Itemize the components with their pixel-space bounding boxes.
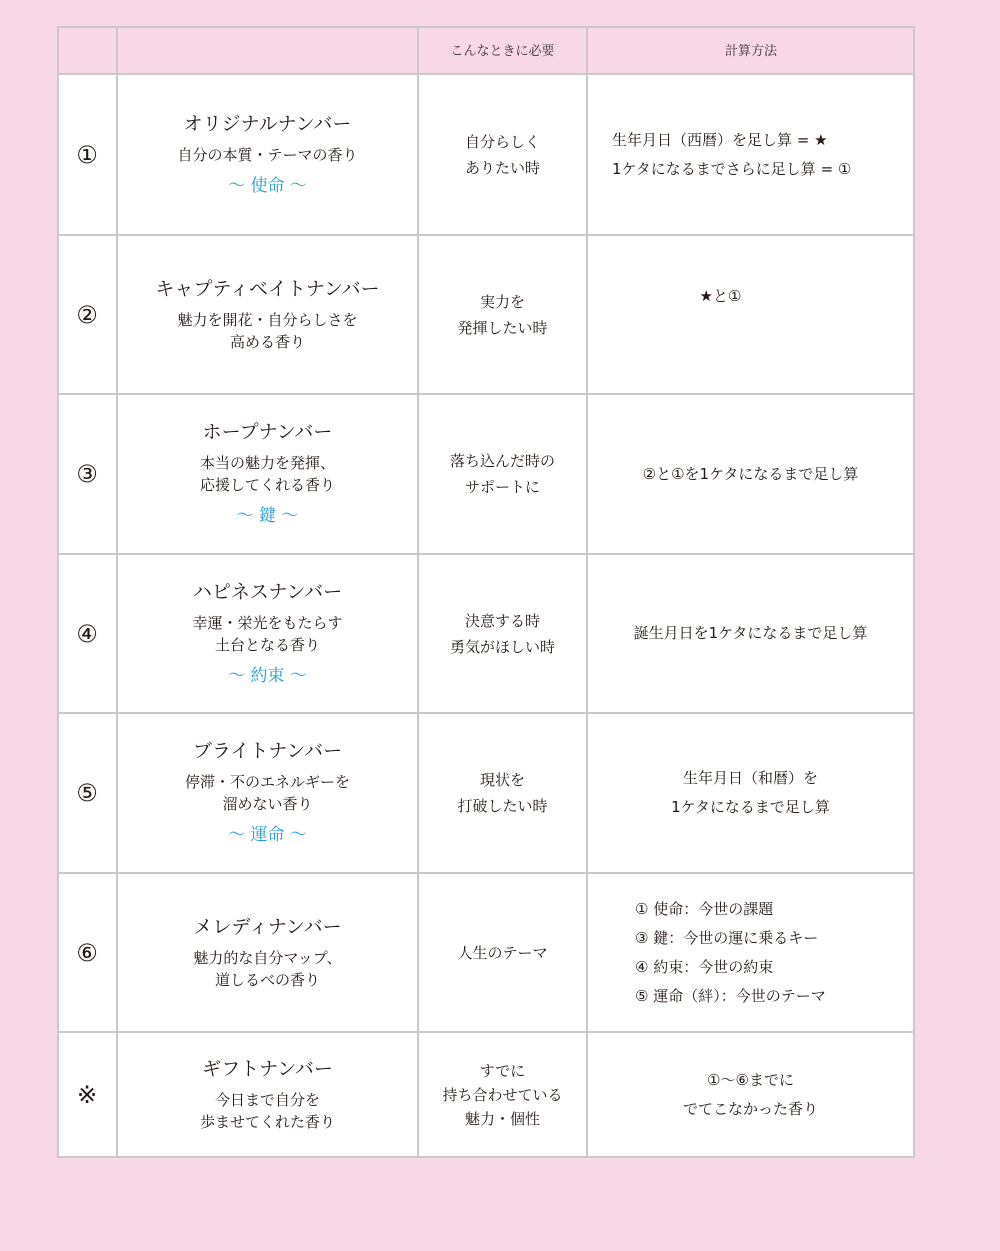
calc-line: ④ 約束：今世の約束 — [635, 957, 774, 976]
number-description: 土台となる香り — [214, 635, 320, 654]
row-number: ③ — [76, 460, 98, 488]
when-cell — [419, 555, 586, 712]
number-description: 停滞・不のエネルギーを — [184, 773, 350, 791]
number-description: 魅力を開花・自分らしさを — [177, 310, 358, 329]
when-line: すでに — [479, 1061, 526, 1080]
calc-line: 誕生月日を1ケタになるまで足し算 — [633, 624, 868, 642]
row-number: ※ — [76, 1080, 98, 1109]
number-description: 魅力的な自分マップ、 — [193, 948, 342, 967]
calc-cell — [588, 75, 913, 234]
calc-line: ①～⑥までに — [707, 1070, 794, 1089]
number-title: ハピネスナンバー — [192, 580, 343, 603]
number-title: メレディナンバー — [193, 915, 342, 938]
number-name-cell — [118, 874, 417, 1031]
calc-cell — [588, 1033, 913, 1156]
when-line: 勇気がほしい時 — [449, 637, 555, 656]
number-title: ギフトナンバー — [202, 1057, 333, 1080]
when-line: 人生のテーマ — [457, 943, 548, 962]
calc-cell — [588, 395, 913, 553]
when-cell — [419, 714, 586, 872]
number-keyword: ～ 運命 ～ — [228, 825, 307, 845]
calc-line: 生年月日（西暦）を足し算 = ★ — [612, 130, 828, 149]
calc-line: ★と① — [699, 287, 742, 305]
number-description: 本当の魅力を発揮、 — [199, 454, 335, 472]
when-cell — [419, 1033, 586, 1156]
number-name-cell — [118, 75, 417, 234]
when-cell — [419, 874, 586, 1031]
when-line: サポートに — [464, 478, 540, 496]
number-title: キャプティベイトナンバー — [155, 277, 380, 300]
calc-line: ②と①を1ケタになるまで足し算 — [642, 464, 859, 483]
calc-line: ① 使命：今世の課題 — [635, 899, 774, 918]
when-line: 自分らしく — [464, 132, 540, 151]
number-title: ブライトナンバー — [192, 740, 343, 762]
when-cell — [419, 236, 586, 393]
when-line: 決意する時 — [464, 611, 540, 630]
number-table — [57, 26, 915, 1158]
header-when: こんなときに必要 — [450, 44, 555, 59]
calc-line: 1ケタになるまでさらに足し算 = ① — [612, 159, 852, 178]
when-line: 魅力・個性 — [464, 1109, 540, 1128]
number-description: 幸運・栄光をもたらす — [192, 613, 343, 632]
when-cell — [419, 395, 586, 553]
number-name-cell — [118, 714, 417, 872]
when-line: 落ち込んだ時の — [449, 452, 555, 470]
number-name-cell — [118, 236, 417, 393]
row-number: ② — [76, 300, 98, 329]
grid-line — [57, 1156, 915, 1158]
when-line: 現状を — [479, 771, 525, 789]
calc-cell — [588, 714, 913, 872]
number-keyword: ～ 使命 ～ — [228, 175, 307, 196]
number-description: 溜めない香り — [222, 795, 313, 813]
calc-line: 1ケタになるまで足し算 — [671, 798, 830, 816]
row-number: ⑤ — [76, 779, 98, 807]
when-line: ありたい時 — [464, 158, 540, 177]
number-description: 歩ませてくれた香り — [199, 1112, 335, 1131]
grid-line — [57, 26, 915, 28]
when-cell — [419, 75, 586, 234]
number-keyword: ～ 約束 ～ — [228, 665, 307, 686]
calc-line: 生年月日（和暦）を — [682, 769, 818, 787]
number-title: オリジナルナンバー — [183, 112, 352, 135]
calc-line: ③ 鍵：今世の運に乗るキー — [635, 928, 819, 947]
row-number: ① — [76, 140, 98, 169]
calc-cell — [588, 874, 913, 1031]
number-name-cell — [118, 395, 417, 553]
when-line: 発揮したい時 — [457, 318, 548, 337]
number-description: 自分の本質・テーマの香り — [177, 145, 358, 164]
number-description: 今日まで自分を — [214, 1090, 320, 1109]
header-calc: 計算方法 — [724, 44, 777, 59]
when-line: 打破したい時 — [457, 797, 548, 815]
calc-line: ⑤ 運命（絆）：今世のテーマ — [635, 986, 826, 1005]
number-title: ホープナンバー — [202, 421, 333, 443]
when-line: 実力を — [479, 292, 525, 311]
row-number: ⑥ — [76, 938, 98, 967]
number-name-cell — [118, 555, 417, 712]
calc-cell — [588, 236, 913, 393]
calc-cell — [588, 555, 913, 712]
number-keyword: ～ 鍵 ～ — [236, 506, 299, 526]
grid-line — [913, 26, 915, 1158]
number-description: 応援してくれる香り — [199, 476, 335, 494]
number-name-cell — [118, 1033, 417, 1156]
row-number: ④ — [76, 619, 98, 648]
when-line: 持ち合わせている — [442, 1085, 563, 1104]
number-description: 高める香り — [229, 332, 305, 351]
calc-line: でてこなかった香り — [682, 1099, 818, 1118]
number-description: 道しるべの香り — [214, 970, 320, 989]
